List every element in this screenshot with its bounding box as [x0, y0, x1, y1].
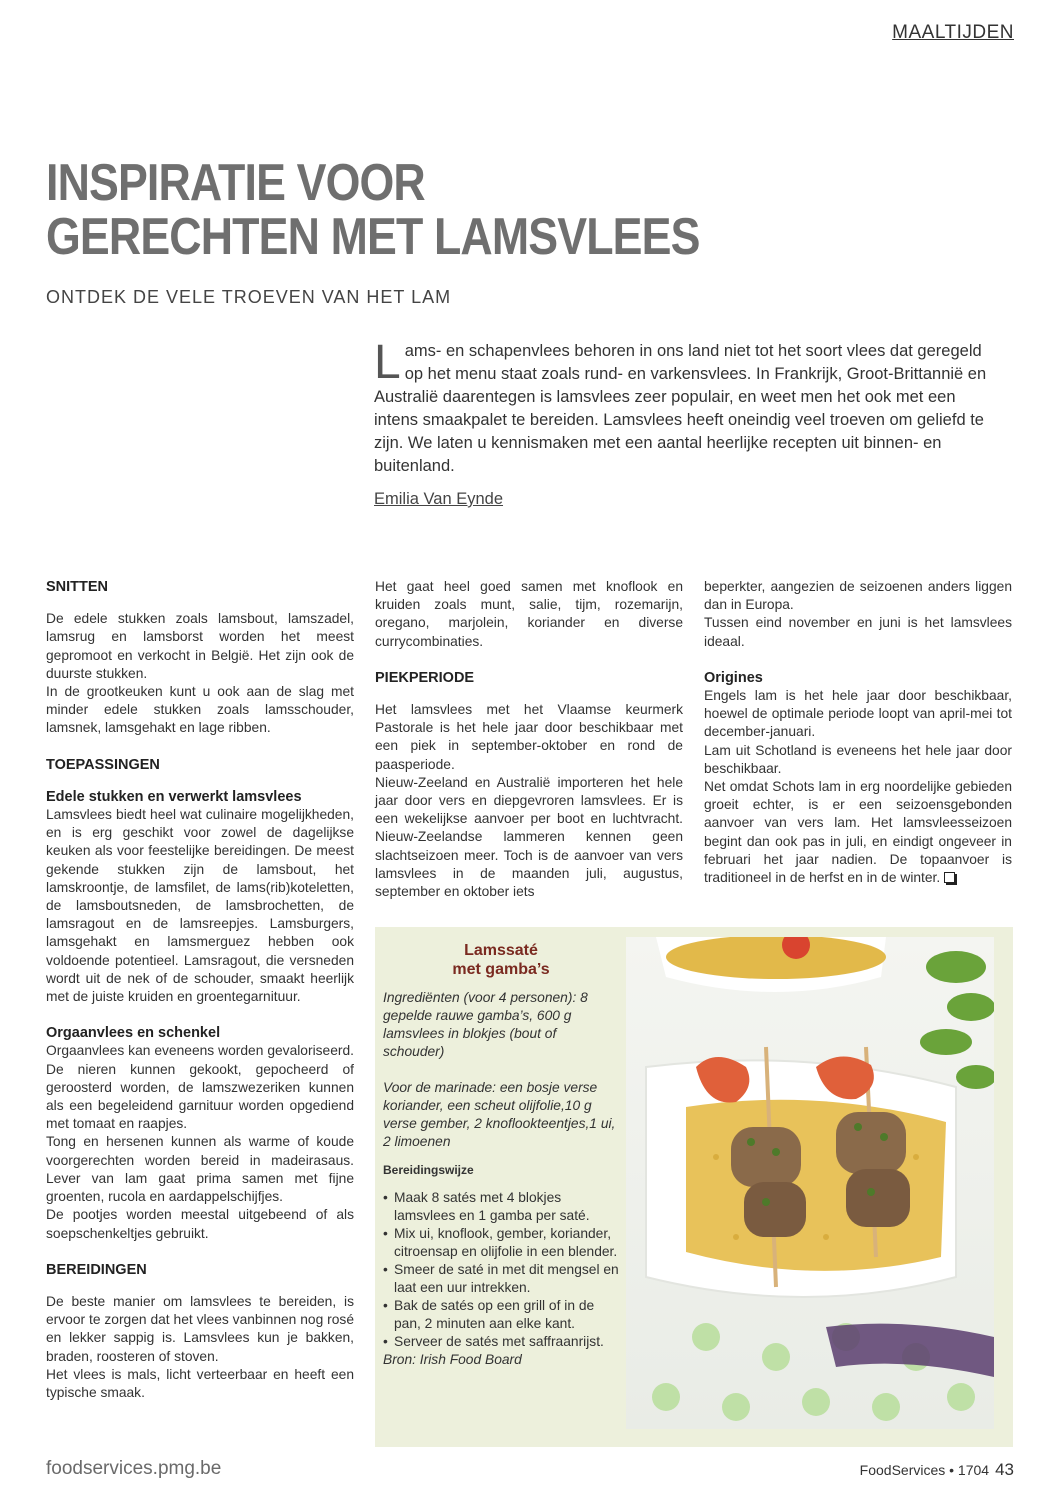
recipe-steps — [383, 1189, 619, 1351]
recipe-title — [383, 941, 619, 979]
paragraph: Orgaanvlees kan eveneens worden gevaloriseerd. De nieren kunnen gekookt, gepocheerd of geroosterd worden, de lamszwezeriken kunnen als een begeleidend garnituur worden opgediend met tomaat en raapjes. — [46, 1043, 354, 1132]
recipe-ingredients: Ingrediënten (voor 4 personen): 8 gepelde rauwe gamba’s, 600 g lamsvlees in blokjes (bout of schouder) — [383, 990, 588, 1059]
recipe-photo — [626, 937, 994, 1429]
paragraph: Het vlees is mals, licht verteerbaar en heeft een typische smaak. — [46, 1366, 354, 1400]
intro-text: ams- en schapenvlees behoren in ons land niet tot het soort vlees dat geregeld op het menu staat zoals rund- en varkensvlees. In Frankrijk, Groot-Brittannië en Australië daarentegen is lamsvlees zeer populair, en weet men het ook met een intens smaakpalet te bereiden. Lamsvlees heeft oneindig veel troeven om geliefd te zijn. We laten u kennismaken met een aantal heerlijke recepten uit binnen- en buitenland. — [374, 342, 987, 475]
subheading-orgaanvlees: Orgaanvlees en schenkel — [46, 1025, 221, 1042]
recipe-step: • Smeer de saté in met dit mengsel en laat een uur intrekken. — [383, 1261, 619, 1297]
article-intro — [374, 336, 990, 478]
article-title-line-2: GERECHTEN MET LAMSVLEES — [46, 208, 700, 266]
recipe-marinade: Voor de marinade: een bosje verse koriander, een scheut olijfolie,10 g verse gember, 2 knoflookteentjes,1 ui, 2 limoenen — [383, 1080, 616, 1149]
heading-piekperiode: PIEKPERIODE — [375, 669, 475, 686]
footer-url[interactable]: foodservices.pmg.be — [46, 1458, 222, 1479]
column-2 — [375, 578, 683, 901]
article-title — [46, 156, 700, 264]
recipe-step: • Bak de satés op een grill of in de pan, 2 minuten aan elke kant. — [383, 1297, 619, 1333]
paragraph: beperkter, aangezien de seizoenen anders liggen dan in Europa. — [704, 579, 1012, 613]
paragraph: De beste manier om lamsvlees te bereiden, is ervoor te zorgen dat het vlees vanbinnen nog rosé en lekker sappig is. Lamsvlees kun je bakken, braden, roosteren of stoven. — [46, 1293, 354, 1364]
section-label: MAALTIJDEN — [892, 22, 1014, 43]
heading-snitten: SNITTEN — [46, 579, 109, 595]
recipe-title-line-2: met gamba’s — [452, 961, 550, 978]
recipe-step: • Serveer de satés met saffraanrijst. — [383, 1333, 619, 1351]
article-subtitle: ONTDEK DE VELE TROEVEN VAN HET LAM — [46, 287, 452, 307]
paragraph: De edele stukken zoals lamsbout, lamszadel, lamsrug en lamsborst worden het meest gepromoot en verkocht in België. Het zijn ook de duurste stukken. — [46, 611, 354, 681]
paragraph: Lam uit Schotland is eveneens het hele jaar door beschikbaar. — [704, 742, 1012, 776]
article-title-line-1: INSPIRATIE VOOR — [46, 154, 425, 212]
recipe-step: • Mix ui, knoflook, gember, koriander, citroensap en olijfolie in een blender. — [383, 1225, 619, 1261]
subheading-edele-stukken: Edele stukken en verwerkt lamsvlees — [46, 788, 302, 805]
paragraph-text: Net omdat Schots lam in erg noordelijke gebieden groeit echter, is er een seizoensgebonden aanvoer van vers lam. Het lamsvleesseizoen begint dan ook pas in juli, en eindigt ongeveer in februari het jaar nadien. De topaanvoer is traditioneel in de herfst en in de winter. — [704, 779, 1012, 886]
heading-bereidingen: BEREIDINGEN — [46, 1261, 147, 1278]
paragraph: Lamsvlees biedt heel wat culinaire mogelijkheden, en is erg geschikt voor zowel de dagelijkse keuken als voor feestelijke bereidingen. De meest gekende stukken zijn de lamsbout, het lamskroontje, de lamsfilet, de lams(rib)koteletten, de lamsboutsneden, de lamsbrochetten, de lamsragout en de lamsreepjes. Lamsburgers, lamsgehakt en lamsmerguez hebben ook voldoende potentieel. Lamsragout, die versneden wordt uit de nek of de schouder, smaakt heerlijk met de juiste kruiden en groentegarnituur. — [46, 807, 354, 1005]
recipe-method-heading: Bereidingswijze — [383, 1163, 474, 1177]
issue-label: FoodServices • 1704 — [859, 1462, 990, 1478]
heading-toepassingen: TOEPASSINGEN — [46, 756, 160, 773]
paragraph: Engels lam is het hele jaar door beschikbaar, hoewel de optimale periode loopt van april-mei tot december-januari. — [704, 688, 1012, 740]
recipe-box — [375, 927, 1013, 1447]
recipe-step: • Maak 8 satés met 4 blokjes lamsvlees en 1 gamba per saté. — [383, 1189, 619, 1225]
paragraph: De pootjes worden meestal uitgebeend of als soepschenkeltjes gebruikt. — [46, 1207, 354, 1241]
end-mark-icon — [944, 872, 955, 883]
recipe-source: Bron: Irish Food Board — [383, 1352, 522, 1367]
paragraph: Het gaat heel goed samen met knoflook en kruiden zoals munt, salie, tijm, rozemarijn, oregano, marjolein, koriander en diverse currycombinaties. — [375, 579, 683, 649]
page-number: 43 — [995, 1460, 1014, 1479]
subheading-origines: Origines — [704, 669, 763, 686]
recipe-title-line-1: Lamssaté — [464, 942, 538, 959]
paragraph: Nieuw-Zeeland en Australië importeren het hele jaar door vers en diepgevroren lamsvlees. Er is een wekelijkse aanvoer per boot en luchtvracht. Nieuw-Zeelandse lammeren kennen geen slachtseizoen meer. Toch is de aanvoer van vers lamsvlees in de maanden juli, augustus, september en oktober iets — [375, 774, 683, 900]
paragraph — [704, 778, 1012, 887]
paragraph: Tussen eind november en juni is het lamsvlees ideaal. — [704, 615, 1012, 649]
food-photo-skewers-icon — [626, 937, 994, 1429]
paragraph: In de grootkeuken kunt u ook aan de slag met minder edele stukken zoals lamsschouder, lamsnek, lamsgehakt en lage ribben. — [46, 684, 354, 736]
column-3 — [704, 578, 1012, 887]
footer-issue — [860, 1460, 1014, 1480]
recipe-text — [383, 941, 619, 1369]
paragraph: Tong en hersenen kunnen als warme of koude voorgerechten worden bereid in madeirasaus. Lever van lam gaat prima samen met fijne groenten, rucola en aardappelschijfjes. — [46, 1134, 354, 1205]
author-byline[interactable]: Emilia Van Eynde — [374, 490, 504, 508]
paragraph: Het lamsvlees met het Vlaamse keurmerk Pastorale is het hele jaar door beschikbaar met een piek in september-oktober en rond de paasperiode. — [375, 702, 683, 772]
drop-cap: L — [374, 336, 401, 389]
column-1 — [46, 578, 354, 1402]
